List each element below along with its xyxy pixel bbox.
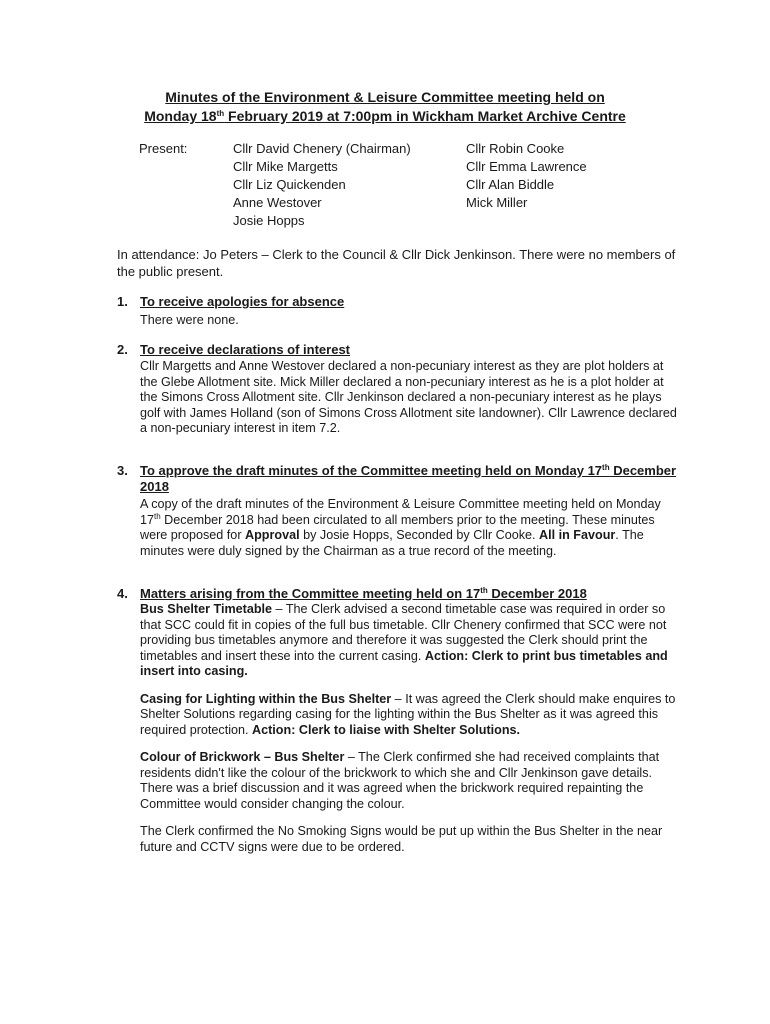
paragraph-bus-shelter-timetable (140, 602, 677, 680)
body-bold: All in Favour (539, 528, 616, 542)
present-list-left (233, 140, 411, 230)
attendee: Mick Miller (466, 195, 528, 210)
attendee: Cllr Robin Cooke (466, 141, 565, 156)
body-sup: th (154, 511, 161, 521)
item-heading (140, 586, 677, 602)
agenda-item-2 (117, 342, 677, 437)
item-heading-sup: th (602, 463, 610, 472)
item-number: 2. (117, 342, 128, 357)
paragraph-title: Bus Shelter Timetable (140, 602, 273, 616)
body-text: December 2018 had been circulated to all members prior to the meeting. These minutes were proposed for (140, 512, 655, 542)
attendee: Anne Westover (233, 195, 322, 210)
attendee: Cllr Mike Margetts (233, 159, 338, 174)
action-text: Action: Clerk to liaise with Shelter Solutions. (252, 722, 521, 737)
action-text: Action: Clerk to print bus timetables and insert into casing. (140, 648, 668, 678)
attendee: Cllr Liz Quickenden (233, 177, 346, 192)
item-body: Cllr Margetts and Anne Westover declared a non-pecuniary interest as they are plot holders at the Glebe Allotment site. Mick Miller declared a non-pecuniary interest as he is a plot holder at the Simons Cross Allotment site. Cllr Jenkinson declared a non-pecuniary interest as he plays golf with James Holland (son of Simons Cross Allotment site landowner). Cllr Lawrence declared a non-pecuniary interest in item 7.2. (140, 359, 677, 435)
title-line-2-start: Monday 18 (144, 108, 217, 124)
paragraph-text: – The Clerk advised a second timetable case was required in order so that SCC could fit in copies of the full bus timetable. Cllr Chenery confirmed that SCC were not providing bus timetables anymore and therefore it was suggested the Clerk should print the timetables and insert these into the current casing. (140, 602, 667, 663)
title-line-2-end: February 2019 at 7:00pm in Wickham Market Archive Centre (224, 108, 626, 124)
item-heading (140, 463, 677, 495)
paragraph-signs: The Clerk confirmed the No Smoking Signs would be put up within the Bus Shelter in the near future and CCTV signs were due to be ordered. (140, 824, 663, 854)
attendee: Josie Hopps (233, 213, 305, 228)
agenda-item-1 (117, 294, 677, 329)
title-line-2-sup: th (216, 109, 225, 118)
item-heading: To receive declarations of interest (140, 342, 350, 357)
item-heading-start: Matters arising from the Committee meeting held on 17 (140, 586, 481, 601)
item-heading-end: December 2018 (487, 586, 587, 601)
body-text: . The minutes were duly signed by the Chairman as a true record of the meeting. (140, 528, 644, 558)
item-number: 3. (117, 463, 128, 478)
paragraph-title: Casing for Lighting within the Bus Shelter (140, 691, 392, 706)
agenda-item-3 (117, 463, 677, 559)
body-text: A copy of the draft minutes of the Environment & Leisure Committee meeting held on Monday 17 (140, 497, 661, 527)
paragraph-text: – It was agreed the Clerk should make enquires to Shelter Solutions regarding casing for the lighting within the Bus Shelter as it was agreed this required protection. (140, 691, 676, 737)
attendee: Cllr Alan Biddle (466, 177, 555, 192)
body-bold: Approval (245, 528, 300, 542)
item-body: There were none. (140, 313, 239, 327)
item-heading-start: To approve the draft minutes of the Committee meeting held on Monday 17 (140, 463, 603, 478)
paragraph-text: – The Clerk confirmed she had received complaints that residents didn't like the colour of the brickwork to which she and Cllr Jenkinson gave details. There was a brief discussion and it was agreed when the brickwork required repainting the Committee would consider changing the colour. (140, 750, 660, 811)
attendee: Cllr Emma Lawrence (466, 159, 587, 174)
body-text: by Josie Hopps, Seconded by Cllr Cooke. (299, 528, 540, 542)
item-heading: To receive apologies for absence (140, 294, 345, 309)
item-number: 1. (117, 294, 128, 309)
item-body (140, 497, 677, 559)
attendance-text: In attendance: Jo Peters – Clerk to the Council & Cllr Dick Jenkinson. There were no members of the public present. (117, 247, 676, 279)
present-label: Present: (139, 141, 188, 156)
item-number: 4. (117, 586, 128, 601)
item-heading-sup: th (480, 586, 488, 595)
paragraph-casing-lighting (140, 692, 677, 739)
item-heading-end: December 2018 (140, 463, 677, 494)
paragraph-brickwork-colour (140, 750, 677, 812)
agenda-item-4 (117, 586, 677, 855)
attendee: Cllr David Chenery (Chairman) (233, 141, 411, 156)
present-list-right (466, 140, 587, 212)
paragraph-title: Colour of Brickwork – Bus Shelter (140, 750, 345, 764)
title-line-1: Minutes of the Environment & Leisure Committee meeting held on (165, 89, 605, 105)
title-line-2 (60, 107, 710, 126)
page-title (60, 88, 710, 126)
